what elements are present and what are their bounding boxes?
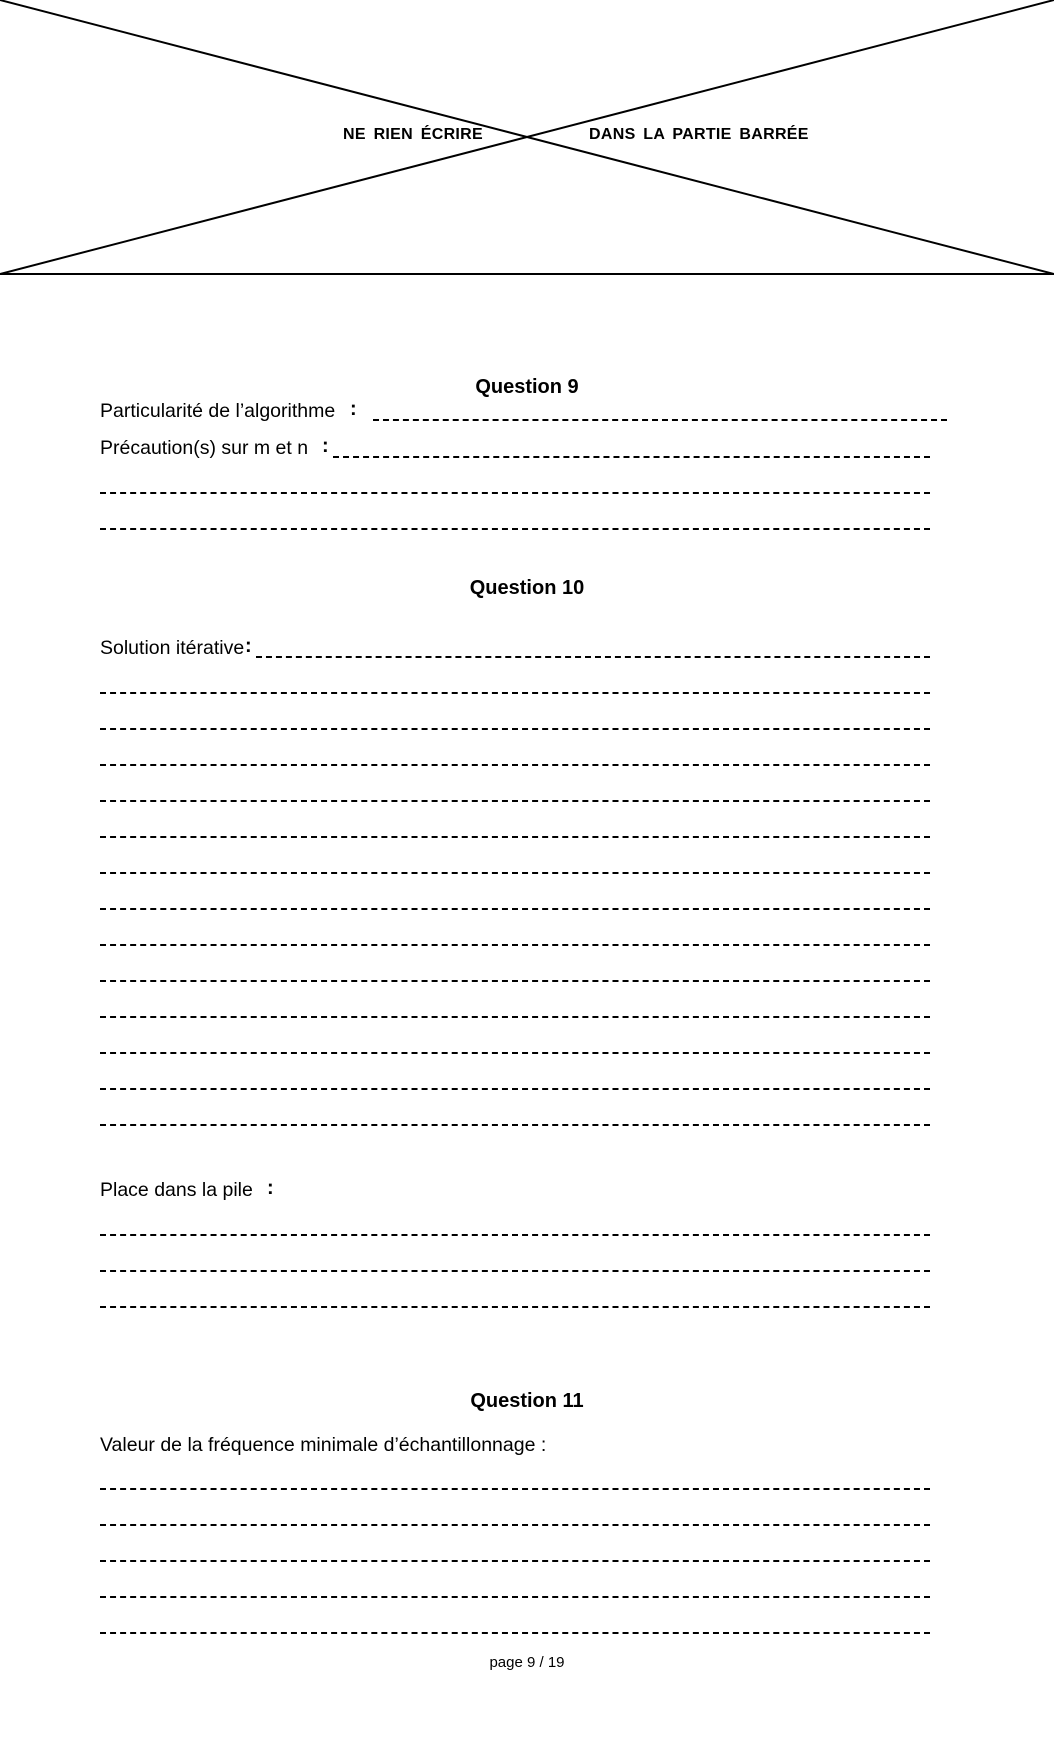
stack-space-answer-line[interactable]: [100, 1306, 930, 1308]
question-10-answer-line[interactable]: [100, 1088, 930, 1090]
stack-space-colon: :: [267, 1177, 274, 1199]
stack-space-label: Place dans la pile: [100, 1179, 253, 1201]
question-11-answer-line[interactable]: [100, 1524, 930, 1526]
question-11-answer-line[interactable]: [100, 1488, 930, 1490]
question-10-answer-line[interactable]: [100, 872, 930, 874]
question-9-title: Question 9: [475, 376, 579, 398]
question-10-answer-line[interactable]: [100, 728, 930, 730]
question-11-answer-line[interactable]: [100, 1632, 930, 1634]
iterative-solution-colon: :: [245, 635, 252, 657]
question-10-answer-line[interactable]: [100, 764, 930, 766]
question-9-answer-line[interactable]: [100, 528, 930, 530]
precaution-answer-line[interactable]: [333, 456, 930, 458]
iterative-solution-label: Solution itérative: [100, 637, 245, 659]
sampling-frequency-label: Valeur de la fréquence minimale d’échantillonnage :: [100, 1434, 547, 1456]
question-10-answer-line[interactable]: [100, 836, 930, 838]
question-10-answer-line[interactable]: [100, 944, 930, 946]
question-10-answer-line[interactable]: [100, 1016, 930, 1018]
question-11-answer-line[interactable]: [100, 1596, 930, 1598]
question-10-answer-line[interactable]: [100, 980, 930, 982]
algorithm-particularity-answer-line[interactable]: [373, 419, 947, 421]
barred-zone-left-text: NE RIEN ÉCRIRE: [343, 126, 483, 143]
question-9-answer-line[interactable]: [100, 492, 930, 494]
question-10-answer-line[interactable]: [100, 692, 930, 694]
page-number: page 9 / 19: [489, 1654, 565, 1671]
algorithm-particularity-label: Particularité de l’algorithme: [100, 400, 336, 422]
barred-zone: [0, 0, 1054, 280]
stack-space-answer-line[interactable]: [100, 1270, 930, 1272]
precaution-label: Précaution(s) sur m et n: [100, 437, 309, 459]
algorithm-particularity-colon: :: [350, 398, 357, 420]
iterative-solution-answer-line[interactable]: [256, 656, 930, 658]
barred-zone-cross: [0, 0, 1054, 280]
question-11-title: Question 11: [470, 1390, 584, 1412]
stack-space-answer-line[interactable]: [100, 1234, 930, 1236]
question-10-title: Question 10: [469, 577, 585, 599]
question-10-answer-line[interactable]: [100, 1124, 930, 1126]
question-11-answer-line[interactable]: [100, 1560, 930, 1562]
question-10-answer-line[interactable]: [100, 1052, 930, 1054]
question-10-answer-line[interactable]: [100, 800, 930, 802]
question-10-answer-line[interactable]: [100, 908, 930, 910]
barred-zone-right-text: DANS LA PARTIE BARRÉE: [589, 126, 809, 143]
precaution-colon: :: [322, 435, 329, 457]
